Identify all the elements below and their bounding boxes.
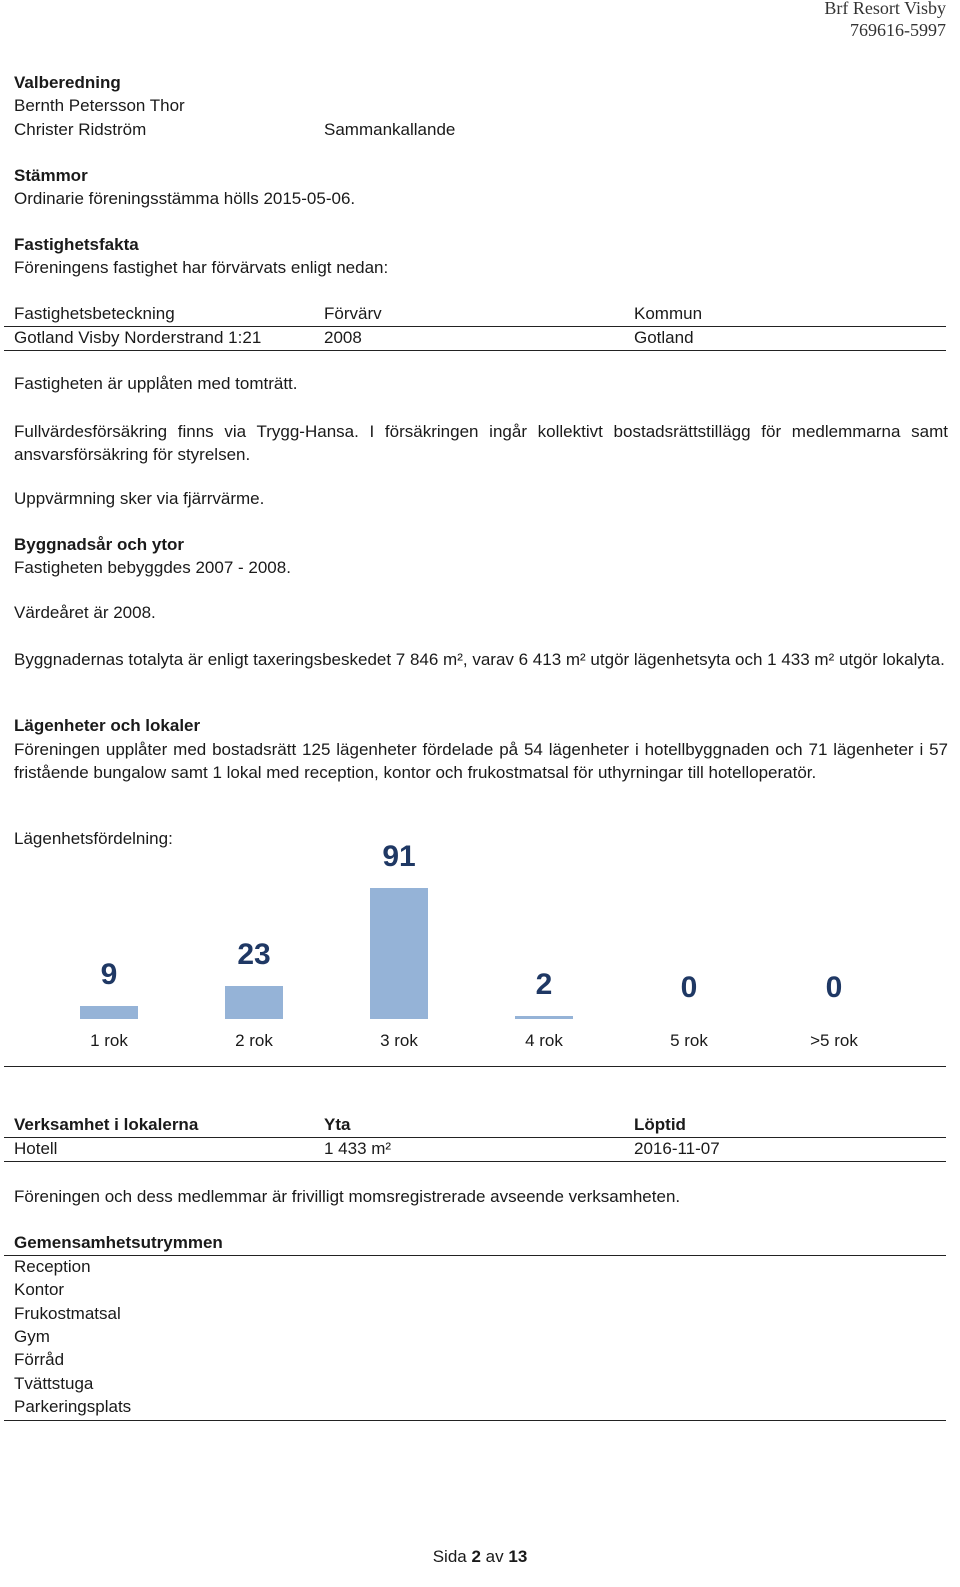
column-header: Yta [324,1115,351,1134]
list-item: Reception [14,1257,91,1276]
table-cell: Gotland [634,328,694,347]
table-rule [4,1137,946,1138]
list-item: Förråd [14,1350,65,1369]
vardear-text: Värdeåret är 2008. [14,603,156,622]
ytor-text: Byggnadernas totalyta är enligt taxeringsbeskedet 7 846 m², varav 6 413 m² utgör lägenhetsyta och 1 433 m² utgör lokalyta. [14,650,945,669]
chart-category-label: 2 rok [235,1031,273,1050]
chart-category-label: 5 rok [670,1031,708,1050]
list-item: Kontor [14,1280,65,1299]
page-sep: av [485,1547,504,1566]
fastighetsfakta-heading: Fastighetsfakta [14,235,139,254]
chart-value-label: 0 [825,971,843,1004]
tomtratt-text: Fastigheten är upplåten med tomträtt. [14,374,298,393]
stammor-text: Ordinarie föreningsstämma hölls 2015-05-06. [14,189,356,208]
column-header: Verksamhet i lokalerna [14,1115,199,1134]
list-item: Parkeringsplats [14,1397,132,1416]
chart-value-label: 0 [680,971,698,1004]
chart-bar [225,986,283,1019]
table-rule [4,1161,946,1162]
page-prefix: Sida [432,1547,467,1566]
chart-category-label: 3 rok [380,1031,418,1050]
stammor-heading: Stämmor [14,166,88,185]
valberedning-heading: Valberedning [14,73,121,92]
table-cell: 2016-11-07 [634,1139,720,1158]
member-name: Christer Ridström [14,120,147,139]
chart-bar [80,1006,138,1019]
table-rule [4,350,946,351]
current-page: 2 [471,1547,481,1566]
column-header: Löptid [634,1115,686,1134]
byggnadsar-heading: Byggnadsår och ytor [14,535,185,554]
org-number: 769616-5997 [850,20,946,40]
chart-category-label: >5 rok [810,1031,858,1050]
list-item: Frukostmatsal [14,1304,121,1323]
chart-value-label: 2 [535,968,553,1001]
chart-value-label: 23 [237,937,271,971]
chart-value-label: 9 [100,958,118,992]
chart-value-label: 91 [382,840,416,873]
column-header: Kommun [634,304,703,323]
uppvarmning-text: Uppvärmning sker via fjärrvärme. [14,489,265,508]
list-item: Gym [14,1327,50,1346]
gemensamhet-heading: Gemensamhetsutrymmen [14,1233,223,1252]
chart-rule [4,1066,946,1067]
table-rule [4,1255,946,1256]
built-text: Fastigheten bebyggdes 2007 - 2008. [14,558,291,577]
table-cell: Gotland Visby Norderstrand 1:21 [14,328,262,347]
moms-text: Föreningen och dess medlemmar är frivilligt momsregistrerade avseende verksamheten. [14,1187,681,1206]
forsakring-text: Fullvärdesförsäkring finns via Trygg-Hansa. I försäkringen ingår kollektivt bostadsrättstillägg för medlemmarna samt ansvarsförsäkring för styrelsen. [14,422,948,464]
table-rule [4,1420,946,1421]
column-header: Förvärv [324,304,382,323]
chart-bar [370,888,428,1019]
column-header: Fastighetsbeteckning [14,304,175,323]
lagenheter-heading: Lägenheter och lokaler [14,716,201,735]
lagenheter-text: Föreningen upplåter med bostadsrätt 125 lägenheter fördelade på 54 lägenheter i hotellbyggnaden och 71 lägenheter i 57 fristående bungalow samt 1 lokal med reception, kontor och frukostmatsal för uthyrningar till hotelloperatör. [14,740,948,782]
chart-category-label: 1 rok [90,1031,128,1050]
fordelning-label: Lägenhetsfördelning: [14,829,173,848]
chart-bar [515,1016,573,1019]
table-rule [4,326,946,327]
table-cell: Hotell [14,1139,58,1158]
table-cell: 2008 [324,328,362,347]
total-pages: 13 [508,1547,528,1566]
page-number [0,1547,960,1567]
list-item: Tvättstuga [14,1374,94,1393]
member-name: Bernth Petersson Thor [14,96,185,115]
fastighetsfakta-intro: Föreningens fastighet har förvärvats enligt nedan: [14,258,389,277]
chart-category-label: 4 rok [525,1031,563,1050]
member-role: Sammankallande [324,120,456,139]
table-cell: 1 433 m² [324,1139,392,1158]
org-name: Brf Resort Visby [824,0,946,18]
